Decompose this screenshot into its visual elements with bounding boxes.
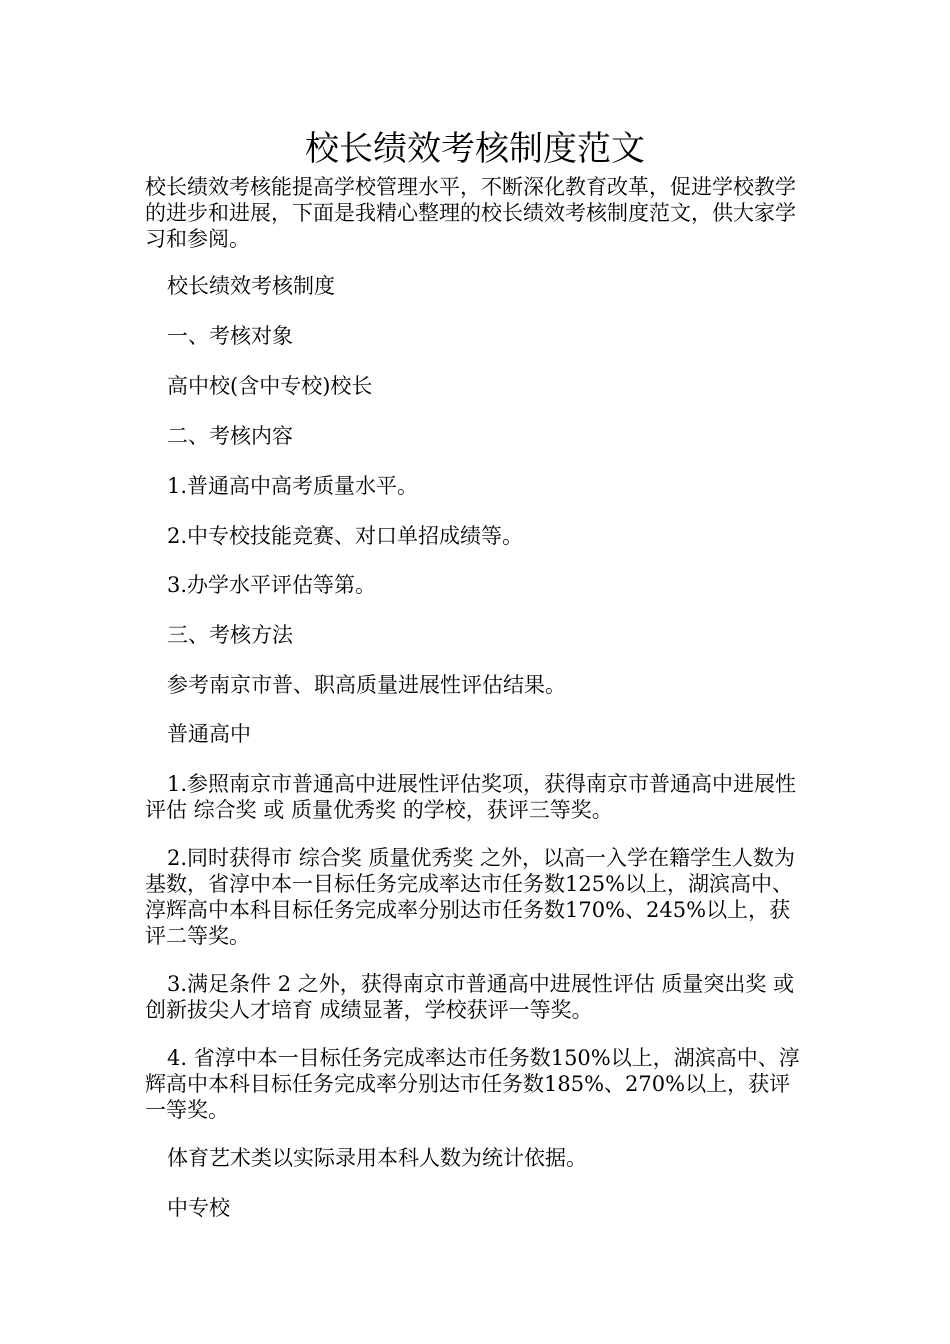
subsection-heading: 中专校 xyxy=(167,1196,230,1220)
list-item: 4. 省淳中本一目标任务完成率达市任务数150%以上，湖滨高中、淳辉高中本科目标任务完成率分别达市任务数185%、270%以上，获评一等奖。 xyxy=(145,1046,800,1122)
intro-paragraph: 校长绩效考核能提高学校管理水平，不断深化教育改革，促进学校教学的进步和进展，下面是我精心整理的校长绩效考核制度范文，供大家学习和参阅。 xyxy=(145,175,796,251)
document-title: 校长绩效考核制度范文 xyxy=(305,129,645,169)
list-item: 2.中专校技能竞赛、对口单招成绩等。 xyxy=(167,524,524,548)
section-heading: 校长绩效考核制度 xyxy=(167,274,335,298)
list-item: 1.普通高中高考质量水平。 xyxy=(167,474,419,498)
section-heading: 一、考核对象 xyxy=(167,324,293,348)
list-item: 2.同时获得市 综合奖 质量优秀奖 之外，以高一入学在籍学生人数为基数，省淳中本一目标任务完成率达市任务数125%以上，湖滨高中、淳辉高中本科目标任务完成率分别达市任务数170%、245%以上，获评二等奖。 xyxy=(145,846,796,948)
paragraph: 参考南京市普、职高质量进展性评估结果。 xyxy=(167,673,566,697)
list-item: 3.满足条件 2 之外，获得南京市普通高中进展性评估 质量突出奖 或 创新拔尖人才培育 成绩显著，学校获评一等奖。 xyxy=(145,972,795,1022)
section-heading: 二、考核内容 xyxy=(167,424,293,448)
list-item: 3.办学水平评估等第。 xyxy=(167,573,377,597)
list-item: 1.参照南京市普通高中进展性评估奖项，获得南京市普通高中进展性评估 综合奖 或 质量优秀奖 的学校，获评三等奖。 xyxy=(145,772,797,822)
section-heading: 三、考核方法 xyxy=(167,623,293,647)
paragraph: 高中校(含中专校)校长 xyxy=(167,374,373,398)
paragraph: 体育艺术类以实际录用本科人数为统计依据。 xyxy=(167,1146,587,1170)
subsection-heading: 普通高中 xyxy=(167,722,251,746)
